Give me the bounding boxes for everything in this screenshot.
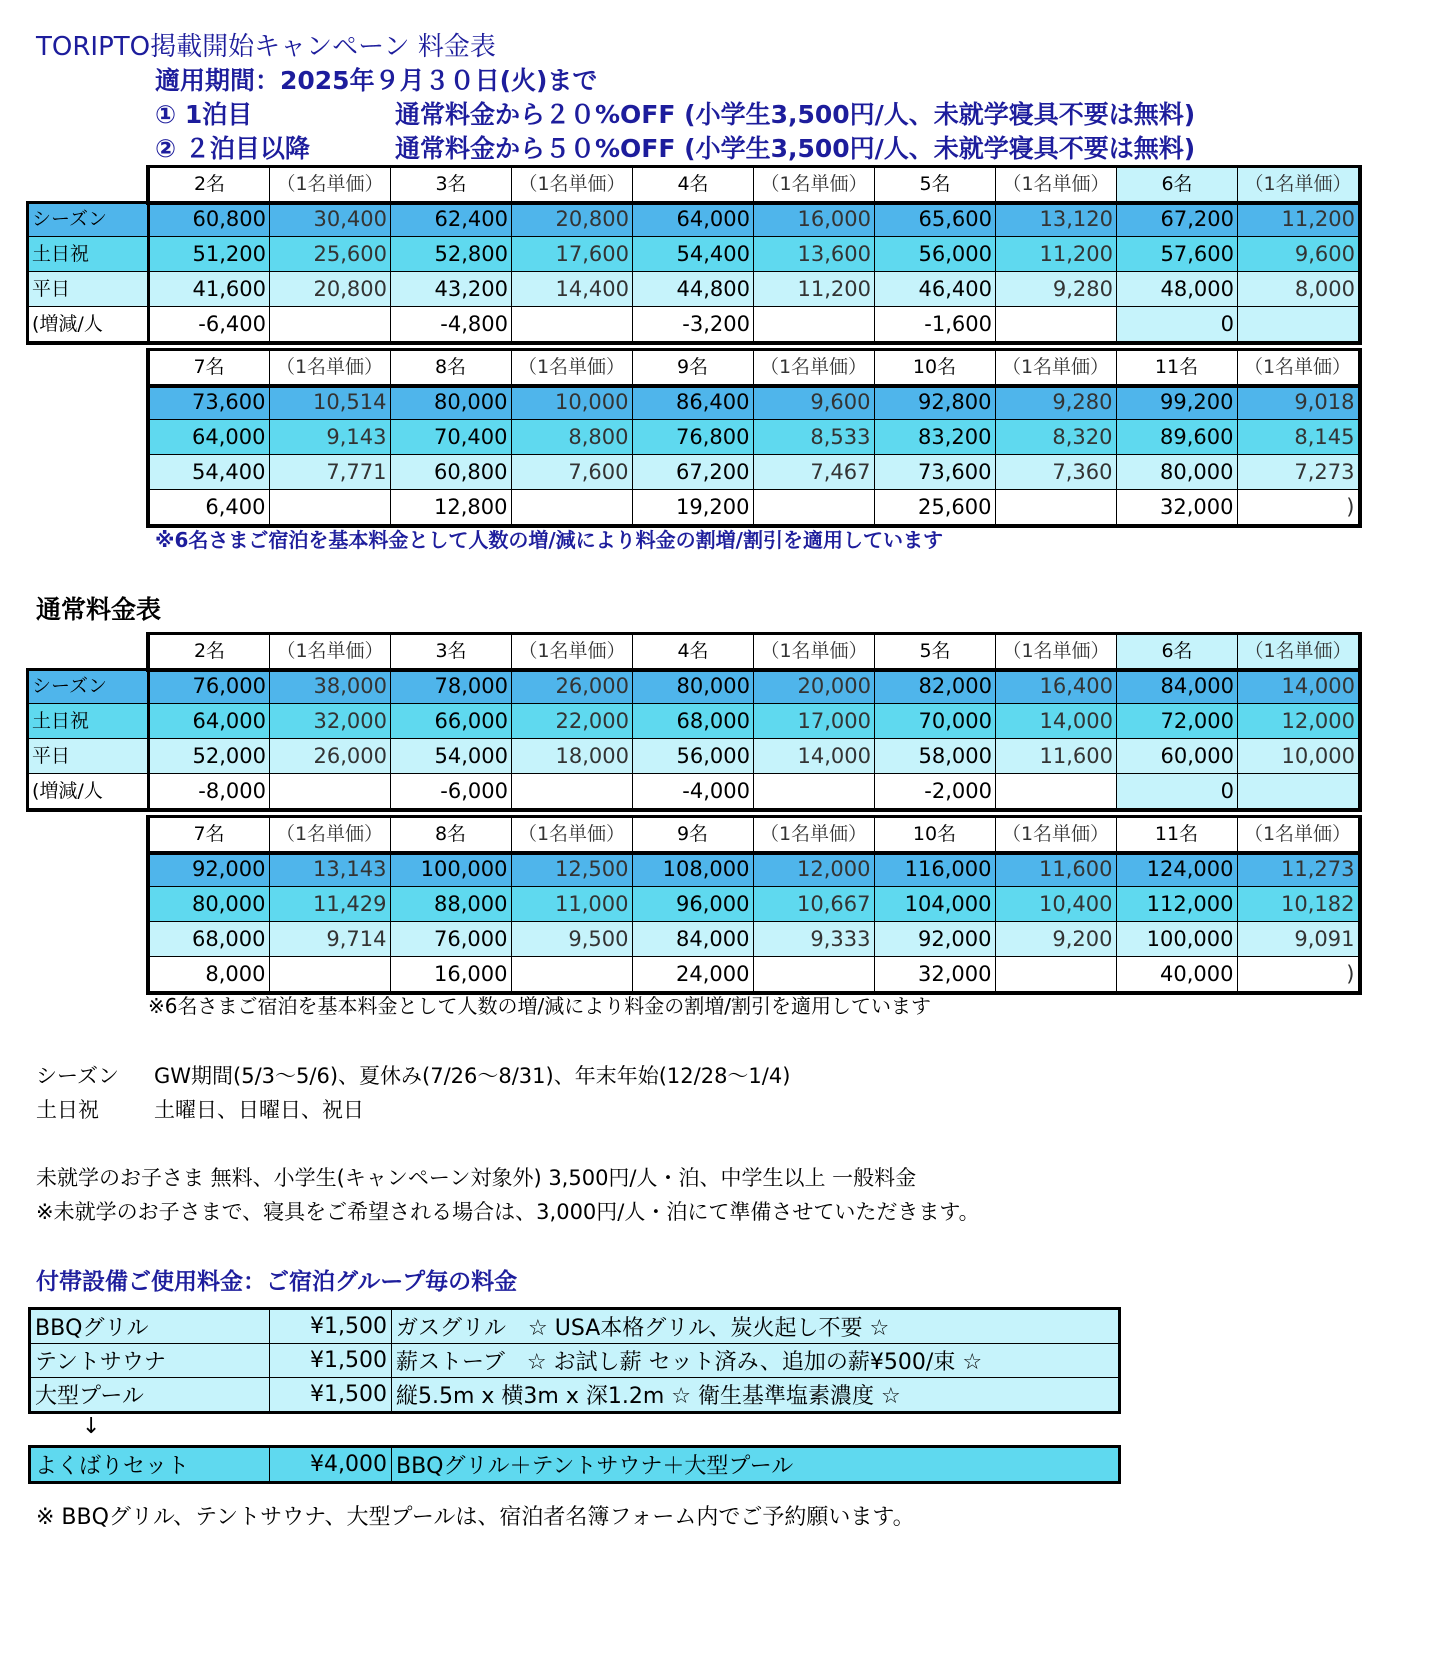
total-price-cell: 67,200	[1117, 202, 1238, 237]
total-price-cell: 40,000	[1116, 957, 1237, 992]
total-price-cell: 99,200	[1116, 385, 1237, 420]
total-price-cell: 80,000	[148, 887, 269, 922]
campaign-period: 適用期間：2025年９月３０日(火)まで	[155, 66, 598, 95]
party-size-header: 4名	[633, 634, 754, 669]
table-row	[28, 490, 1358, 525]
unit-price-cell: 8,000	[1238, 272, 1359, 307]
unit-price-cell	[754, 307, 875, 342]
unit-price-cell	[753, 490, 874, 525]
unit-price-cell: 10,000	[511, 385, 632, 420]
rate-table	[28, 816, 1359, 992]
total-price-cell: 24,000	[632, 957, 753, 992]
total-price-cell: 92,000	[148, 852, 269, 887]
total-price-cell: 88,000	[390, 887, 511, 922]
row-label	[28, 490, 148, 525]
table-corner	[28, 350, 148, 385]
total-price-cell: 84,000	[1117, 669, 1238, 704]
unit-price-header: （1名単価）	[269, 350, 390, 385]
unit-price-cell: 9,280	[996, 272, 1117, 307]
set-row	[30, 1447, 1120, 1483]
total-price-cell: 8,000	[148, 957, 269, 992]
party-size-header: 4名	[633, 167, 754, 202]
total-price-cell: 25,600	[874, 490, 995, 525]
unit-price-header: （1名単価）	[754, 634, 875, 669]
set-name: よくばりセット	[30, 1447, 270, 1483]
total-price-cell: 73,600	[148, 385, 269, 420]
unit-price-cell: 9,143	[269, 420, 390, 455]
unit-price-cell: 10,667	[753, 887, 874, 922]
unit-price-cell	[1238, 774, 1359, 809]
unit-price-cell: 11,273	[1237, 852, 1358, 887]
unit-price-cell: 8,533	[753, 420, 874, 455]
season-label: シーズン	[36, 1064, 119, 1088]
unit-price-cell: 14,000	[1238, 669, 1359, 704]
total-price-cell: -8,000	[149, 774, 270, 809]
unit-price-cell: 20,800	[270, 272, 391, 307]
unit-price-cell: 7,360	[995, 455, 1116, 490]
total-price-cell: 68,000	[633, 704, 754, 739]
unit-price-cell: 7,600	[511, 455, 632, 490]
unit-price-cell: 13,143	[269, 852, 390, 887]
unit-price-cell	[269, 957, 390, 992]
table-row	[28, 922, 1358, 957]
party-size-header: 10名	[874, 350, 995, 385]
facility-row	[30, 1378, 1120, 1413]
total-price-cell: 60,800	[390, 455, 511, 490]
table-row	[28, 420, 1358, 455]
total-price-cell: 54,000	[391, 739, 512, 774]
unit-price-cell: )	[1237, 957, 1358, 992]
line-2-label: ② ２泊目以降	[155, 134, 310, 163]
table-header-row	[28, 350, 1358, 385]
party-size-header: 2名	[149, 634, 270, 669]
unit-price-cell: 10,400	[995, 887, 1116, 922]
total-price-cell: 66,000	[391, 704, 512, 739]
total-price-cell: 41,600	[149, 272, 270, 307]
total-price-cell: 70,400	[390, 420, 511, 455]
total-price-cell: 82,000	[875, 669, 996, 704]
unit-price-cell: 13,600	[754, 237, 875, 272]
rate-table	[28, 633, 1359, 809]
table-row	[29, 202, 1359, 237]
total-price-cell: 65,600	[875, 202, 996, 237]
unit-price-cell	[996, 307, 1117, 342]
total-price-cell: 56,000	[875, 237, 996, 272]
party-size-header: 3名	[391, 167, 512, 202]
total-price-cell: 62,400	[391, 202, 512, 237]
total-price-cell: 0	[1117, 774, 1238, 809]
unit-price-header: （1名単価）	[996, 634, 1117, 669]
table-corner	[29, 634, 149, 669]
unit-price-cell: 12,000	[1238, 704, 1359, 739]
unit-price-header: （1名単価）	[995, 350, 1116, 385]
total-price-cell: -3,200	[633, 307, 754, 342]
total-price-cell: 64,000	[149, 704, 270, 739]
unit-price-cell: 10,182	[1237, 887, 1358, 922]
unit-price-cell: 12,500	[511, 852, 632, 887]
table-row	[28, 852, 1358, 887]
unit-price-cell: 14,400	[512, 272, 633, 307]
unit-price-cell: 9,280	[995, 385, 1116, 420]
unit-price-cell: 9,091	[1237, 922, 1358, 957]
unit-price-cell: 17,000	[754, 704, 875, 739]
unit-price-cell	[996, 774, 1117, 809]
total-price-cell: 89,600	[1116, 420, 1237, 455]
set-table	[28, 1445, 1121, 1484]
unit-price-cell	[753, 957, 874, 992]
weekend-text: 土曜日、日曜日、祝日	[154, 1098, 364, 1122]
unit-price-cell: 13,120	[996, 202, 1117, 237]
unit-price-cell: 11,429	[269, 887, 390, 922]
total-price-cell: 56,000	[633, 739, 754, 774]
total-price-cell: 46,400	[875, 272, 996, 307]
unit-price-cell: 18,000	[512, 739, 633, 774]
unit-price-cell: 7,771	[269, 455, 390, 490]
party-size-header: 9名	[632, 817, 753, 852]
facility-desc: ガスグリル ☆ USA本格グリル、炭火起し不要 ☆	[392, 1309, 1120, 1344]
table-row	[28, 455, 1358, 490]
row-label: シーズン	[29, 202, 149, 237]
unit-price-cell: 14,000	[754, 739, 875, 774]
table-header-row	[29, 167, 1359, 202]
table-row	[29, 669, 1359, 704]
table-corner	[29, 167, 149, 202]
total-price-cell: 78,000	[391, 669, 512, 704]
unit-price-cell: 14,000	[996, 704, 1117, 739]
total-price-cell: 70,000	[875, 704, 996, 739]
unit-price-cell	[995, 957, 1116, 992]
table-row	[29, 774, 1359, 809]
row-label: シーズン	[29, 669, 149, 704]
party-size-header: 11名	[1116, 350, 1237, 385]
total-price-cell: -4,800	[391, 307, 512, 342]
table-row	[29, 237, 1359, 272]
unit-price-header: （1名単価）	[1238, 634, 1359, 669]
party-size-header: 6名	[1117, 634, 1238, 669]
unit-price-cell: 38,000	[270, 669, 391, 704]
unit-price-cell: 9,200	[995, 922, 1116, 957]
unit-price-cell	[995, 490, 1116, 525]
party-size-header: 3名	[391, 634, 512, 669]
facility-price: ¥1,500	[270, 1309, 392, 1344]
total-price-cell: 52,000	[149, 739, 270, 774]
total-price-cell: 60,800	[149, 202, 270, 237]
total-price-cell: 108,000	[632, 852, 753, 887]
unit-price-header: （1名単価）	[754, 167, 875, 202]
season-info	[36, 1060, 790, 1090]
unit-price-header: （1名単価）	[1237, 817, 1358, 852]
rate-table	[28, 349, 1359, 525]
unit-price-cell: 12,000	[753, 852, 874, 887]
unit-price-cell: 9,018	[1237, 385, 1358, 420]
total-price-cell: -6,000	[391, 774, 512, 809]
bedding-info: ※未就学のお子さまで、寝具をご希望される場合は、3,000円/人・泊にて準備させていただきます。	[36, 1200, 980, 1224]
unit-price-cell: 10,000	[1238, 739, 1359, 774]
total-price-cell: 104,000	[874, 887, 995, 922]
total-price-cell: 6,400	[148, 490, 269, 525]
row-label: (増減/人	[29, 307, 149, 342]
total-price-cell: 124,000	[1116, 852, 1237, 887]
table-corner	[28, 817, 148, 852]
unit-price-header: （1名単価）	[1238, 167, 1359, 202]
unit-price-cell: 11,600	[995, 852, 1116, 887]
total-price-cell: 32,000	[874, 957, 995, 992]
row-label: 平日	[29, 272, 149, 307]
unit-price-header: （1名単価）	[753, 817, 874, 852]
table-row	[29, 704, 1359, 739]
rate-table	[28, 166, 1359, 342]
regular-note: ※6名さまご宿泊を基本料金として人数の増/減により料金の割増/割引を適用しています	[148, 994, 931, 1018]
total-price-cell: 58,000	[875, 739, 996, 774]
row-label	[28, 957, 148, 992]
total-price-cell: 64,000	[633, 202, 754, 237]
total-price-cell: 12,800	[390, 490, 511, 525]
total-price-cell: 54,400	[633, 237, 754, 272]
table-row	[28, 385, 1358, 420]
facility-row	[30, 1344, 1120, 1378]
unit-price-cell: 25,600	[270, 237, 391, 272]
season-text: GW期間(5/3～5/6)、夏休み(7/26～8/31)、年末年始(12/28～1/4)	[154, 1064, 791, 1088]
unit-price-header: （1名単価）	[512, 167, 633, 202]
total-price-cell: 76,000	[149, 669, 270, 704]
row-label	[28, 922, 148, 957]
unit-price-cell: 11,000	[511, 887, 632, 922]
unit-price-cell	[270, 307, 391, 342]
table-header-row	[28, 817, 1358, 852]
unit-price-cell: 11,200	[754, 272, 875, 307]
weekend-label: 土日祝	[36, 1098, 99, 1122]
total-price-cell: 0	[1117, 307, 1238, 342]
total-price-cell: 60,000	[1117, 739, 1238, 774]
total-price-cell: 43,200	[391, 272, 512, 307]
total-price-cell: 64,000	[148, 420, 269, 455]
row-label	[28, 420, 148, 455]
unit-price-cell	[512, 774, 633, 809]
unit-price-cell: 17,600	[512, 237, 633, 272]
party-size-header: 10名	[874, 817, 995, 852]
total-price-cell: 67,200	[632, 455, 753, 490]
unit-price-cell: 9,333	[753, 922, 874, 957]
facility-name: BBQグリル	[30, 1309, 270, 1344]
unit-price-cell: 11,600	[996, 739, 1117, 774]
children-info: 未就学のお子さま 無料、小学生(キャンペーン対象外) 3,500円/人・泊、中学生以上 一般料金	[36, 1166, 917, 1190]
total-price-cell: 16,000	[390, 957, 511, 992]
line-1-label: ① 1泊目	[155, 100, 253, 129]
unit-price-header: （1名単価）	[270, 634, 391, 669]
total-price-cell: -1,600	[875, 307, 996, 342]
total-price-cell: 68,000	[148, 922, 269, 957]
total-price-cell: 44,800	[633, 272, 754, 307]
regular-title: 通常料金表	[36, 595, 162, 624]
total-price-cell: 48,000	[1117, 272, 1238, 307]
total-price-cell: -6,400	[149, 307, 270, 342]
unit-price-cell: 7,273	[1237, 455, 1358, 490]
total-price-cell: 80,000	[390, 385, 511, 420]
unit-price-header: （1名単価）	[511, 817, 632, 852]
unit-price-cell: 10,514	[269, 385, 390, 420]
unit-price-cell: 26,000	[512, 669, 633, 704]
row-label	[28, 385, 148, 420]
unit-price-cell	[270, 774, 391, 809]
total-price-cell: 100,000	[1116, 922, 1237, 957]
facility-desc: 薪ストーブ ☆ お試し薪 セット済み、追加の薪¥500/束 ☆	[392, 1344, 1120, 1378]
facilities-footer: ※ BBQグリル、テントサウナ、大型プールは、宿泊者名簿フォーム内でご予約願います。	[36, 1505, 915, 1530]
row-label: (増減/人	[29, 774, 149, 809]
unit-price-cell: 8,320	[995, 420, 1116, 455]
total-price-cell: 92,000	[874, 922, 995, 957]
page-title: TORIPTO掲載開始キャンペーン 料金表	[36, 32, 496, 62]
table-row	[29, 739, 1359, 774]
total-price-cell: 84,000	[632, 922, 753, 957]
unit-price-cell: 32,000	[270, 704, 391, 739]
party-size-header: 5名	[875, 634, 996, 669]
total-price-cell: -4,000	[633, 774, 754, 809]
party-size-header: 2名	[149, 167, 270, 202]
unit-price-cell	[512, 307, 633, 342]
line-2-text: 通常料金から５０%OFF (小学生3,500円/人、未就学寝具不要は無料)	[395, 134, 1196, 163]
total-price-cell: 83,200	[874, 420, 995, 455]
facility-price: ¥1,500	[270, 1344, 392, 1378]
unit-price-header: （1名単価）	[511, 350, 632, 385]
party-size-header: 8名	[390, 817, 511, 852]
unit-price-cell: 26,000	[270, 739, 391, 774]
total-price-cell: 57,600	[1117, 237, 1238, 272]
table-row	[29, 272, 1359, 307]
unit-price-cell: 9,500	[511, 922, 632, 957]
unit-price-header: （1名単価）	[270, 167, 391, 202]
unit-price-cell: 16,000	[754, 202, 875, 237]
unit-price-cell	[511, 490, 632, 525]
total-price-cell: 51,200	[149, 237, 270, 272]
total-price-cell: 76,800	[632, 420, 753, 455]
row-label: 土日祝	[29, 237, 149, 272]
total-price-cell: 86,400	[632, 385, 753, 420]
campaign-note: ※6名さまご宿泊を基本料金として人数の増/減により料金の割増/割引を適用しています	[155, 528, 943, 552]
unit-price-cell: 20,800	[512, 202, 633, 237]
unit-price-cell: 8,145	[1237, 420, 1358, 455]
total-price-cell: 92,800	[874, 385, 995, 420]
unit-price-cell: 20,000	[754, 669, 875, 704]
unit-price-header: （1名単価）	[269, 817, 390, 852]
table-row	[28, 887, 1358, 922]
facilities-title: 付帯設備ご使用料金：ご宿泊グループ毎の料金	[36, 1269, 518, 1295]
unit-price-cell: 11,200	[1238, 202, 1359, 237]
unit-price-cell: 9,600	[753, 385, 874, 420]
campaign-line-1	[155, 102, 1195, 127]
table-row	[28, 957, 1358, 992]
unit-price-cell: 11,200	[996, 237, 1117, 272]
total-price-cell: 96,000	[632, 887, 753, 922]
facilities-table	[28, 1307, 1121, 1414]
total-price-cell: 54,400	[148, 455, 269, 490]
total-price-cell: 112,000	[1116, 887, 1237, 922]
table-header-row	[29, 634, 1359, 669]
total-price-cell: 52,800	[391, 237, 512, 272]
row-label	[28, 455, 148, 490]
unit-price-header: （1名単価）	[1237, 350, 1358, 385]
unit-price-cell: 9,600	[1238, 237, 1359, 272]
party-size-header: 6名	[1117, 167, 1238, 202]
set-desc: BBQグリル＋テントサウナ＋大型プール	[392, 1447, 1120, 1483]
campaign-line-2	[155, 136, 1195, 161]
facility-desc: 縦5.5m x 横3m x 深1.2m ☆ 衛生基準塩素濃度 ☆	[392, 1378, 1120, 1413]
weekend-info	[36, 1094, 364, 1124]
unit-price-header: （1名単価）	[996, 167, 1117, 202]
unit-price-header: （1名単価）	[995, 817, 1116, 852]
total-price-cell: -2,000	[875, 774, 996, 809]
total-price-cell: 73,600	[874, 455, 995, 490]
facility-price: ¥1,500	[270, 1378, 392, 1413]
unit-price-cell	[1238, 307, 1359, 342]
total-price-cell: 72,000	[1117, 704, 1238, 739]
total-price-cell: 80,000	[633, 669, 754, 704]
total-price-cell: 100,000	[390, 852, 511, 887]
facility-name: 大型プール	[30, 1378, 270, 1413]
unit-price-cell: 9,714	[269, 922, 390, 957]
line-1-text: 通常料金から２０%OFF (小学生3,500円/人、未就学寝具不要は無料)	[395, 100, 1196, 129]
total-price-cell: 19,200	[632, 490, 753, 525]
unit-price-cell: )	[1237, 490, 1358, 525]
table-row	[29, 307, 1359, 342]
row-label: 平日	[29, 739, 149, 774]
party-size-header: 7名	[148, 350, 269, 385]
party-size-header: 7名	[148, 817, 269, 852]
party-size-header: 9名	[632, 350, 753, 385]
unit-price-cell	[511, 957, 632, 992]
total-price-cell: 80,000	[1116, 455, 1237, 490]
total-price-cell: 32,000	[1116, 490, 1237, 525]
unit-price-cell: 30,400	[270, 202, 391, 237]
facility-row	[30, 1309, 1120, 1344]
row-label: 土日祝	[29, 704, 149, 739]
unit-price-cell: 16,400	[996, 669, 1117, 704]
unit-price-header: （1名単価）	[753, 350, 874, 385]
unit-price-cell	[269, 490, 390, 525]
total-price-cell: 76,000	[390, 922, 511, 957]
unit-price-cell	[754, 774, 875, 809]
row-label	[28, 887, 148, 922]
party-size-header: 11名	[1116, 817, 1237, 852]
unit-price-cell: 22,000	[512, 704, 633, 739]
unit-price-cell: 8,800	[511, 420, 632, 455]
down-arrow-icon: ↓	[82, 1414, 101, 1439]
unit-price-cell: 7,467	[753, 455, 874, 490]
facility-name: テントサウナ	[30, 1344, 270, 1378]
total-price-cell: 116,000	[874, 852, 995, 887]
unit-price-header: （1名単価）	[512, 634, 633, 669]
set-price: ¥4,000	[270, 1447, 392, 1483]
party-size-header: 8名	[390, 350, 511, 385]
row-label	[28, 852, 148, 887]
party-size-header: 5名	[875, 167, 996, 202]
